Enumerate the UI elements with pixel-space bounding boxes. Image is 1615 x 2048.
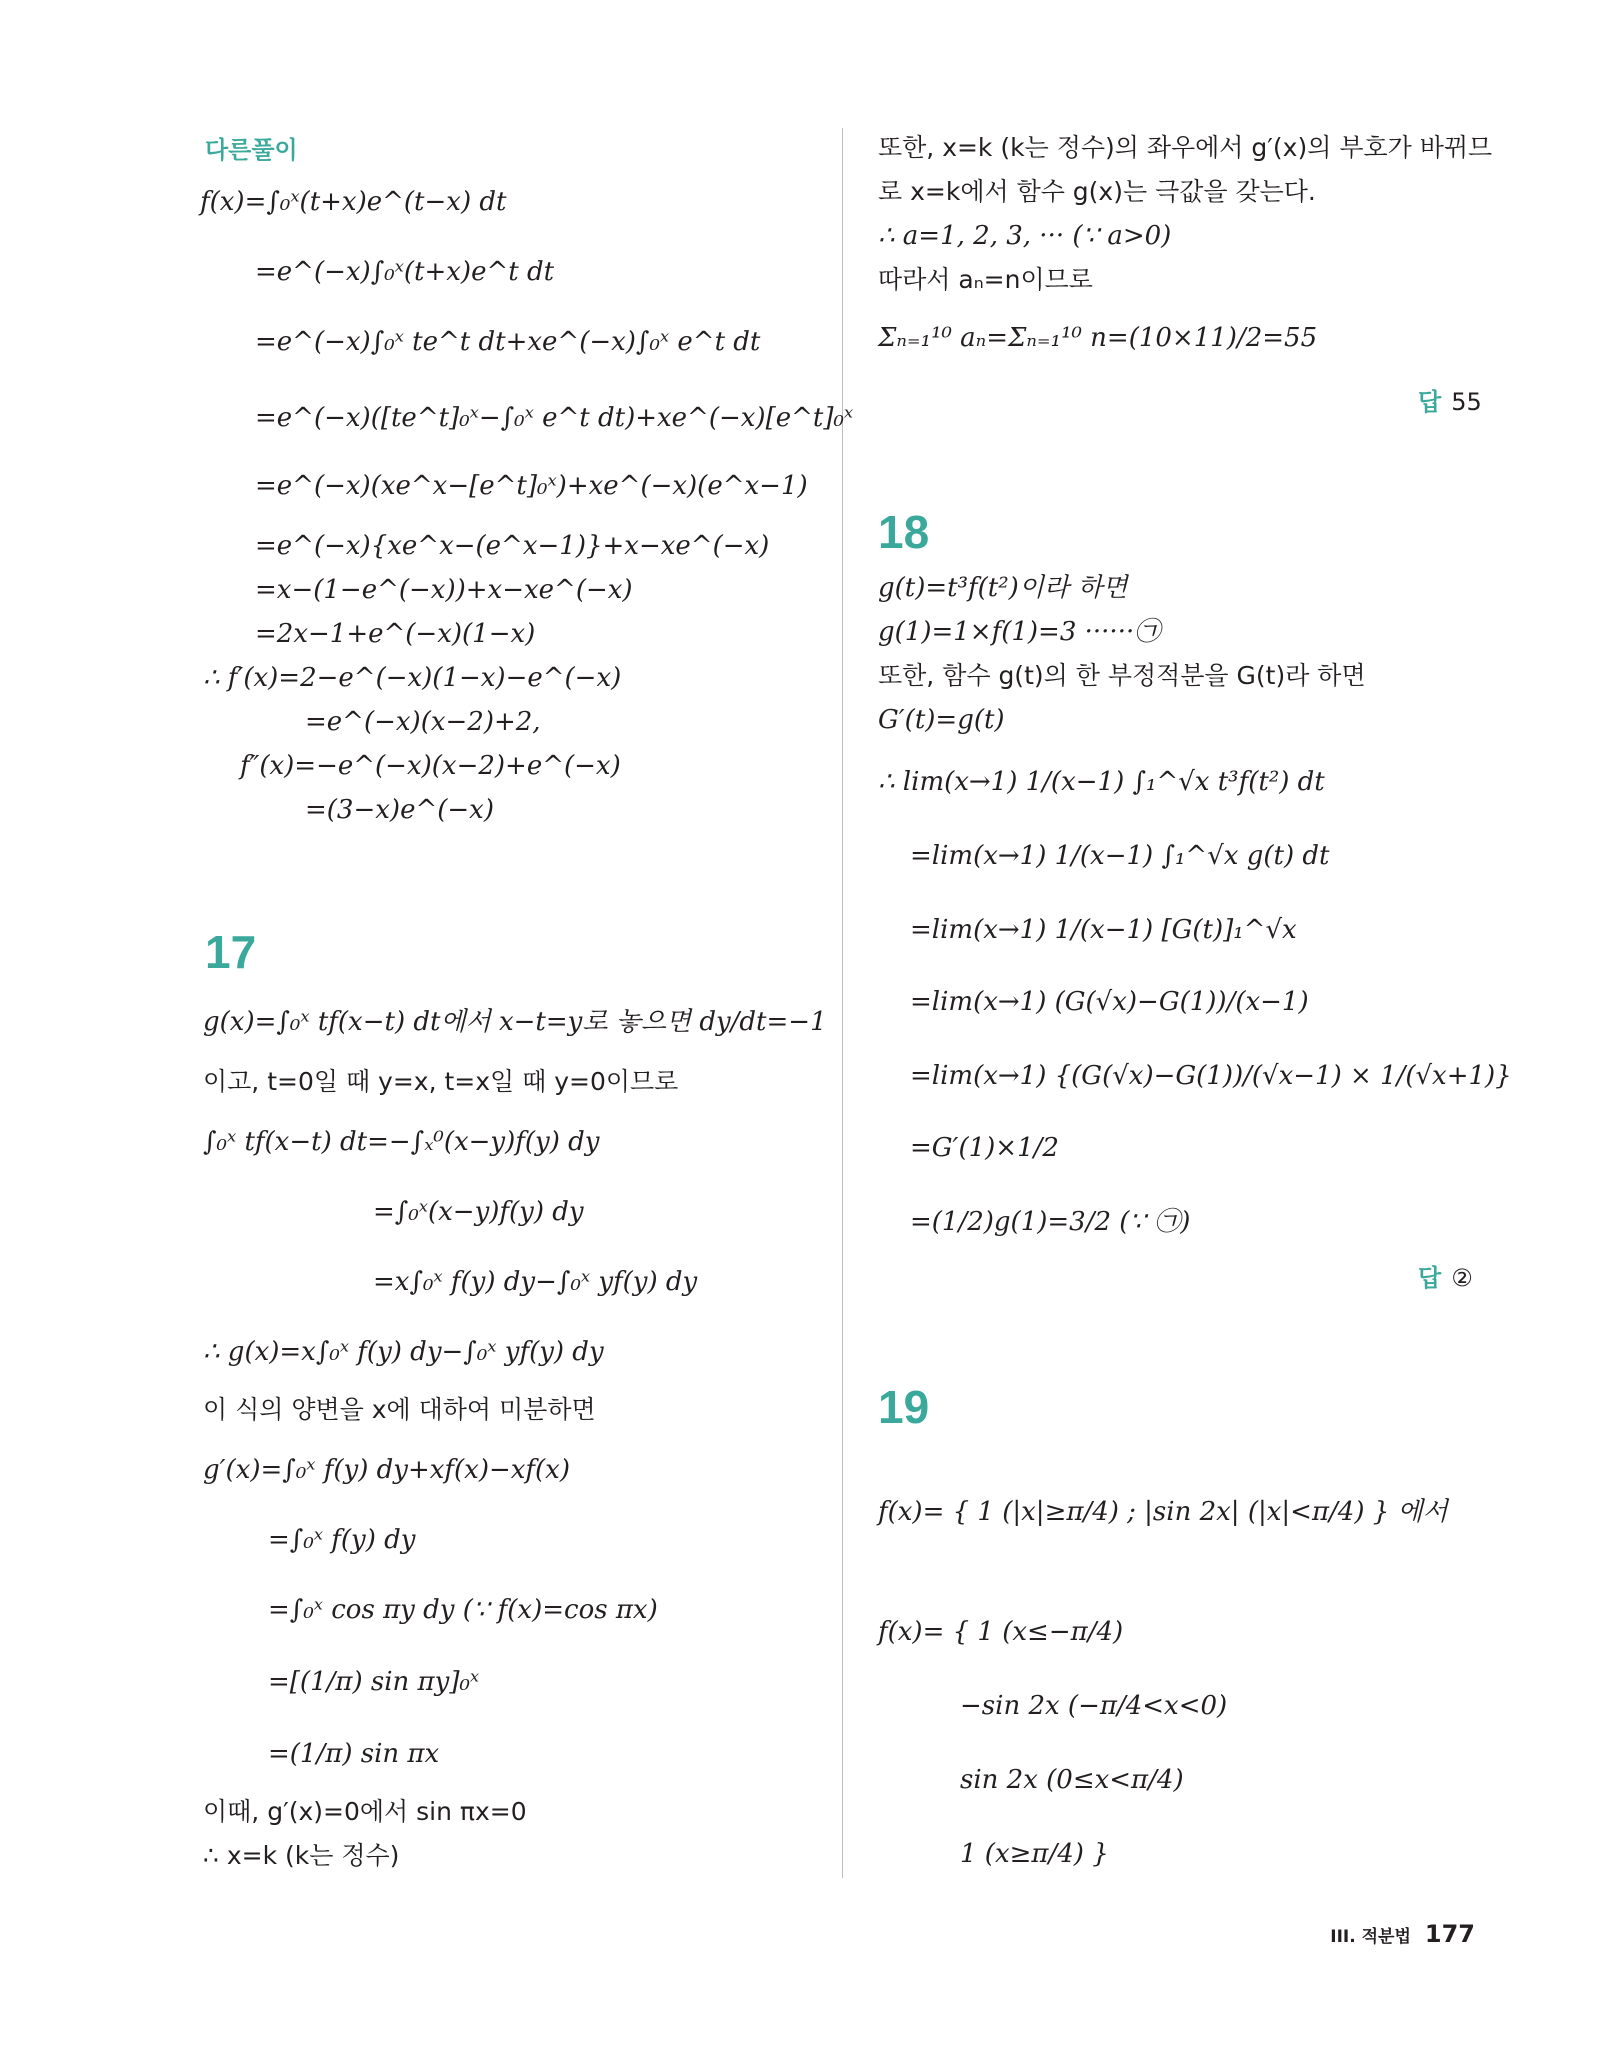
p17-line-9: =∫₀ˣ f(y) dy: [268, 1525, 416, 1555]
p18-line-11: =(1/2)g(1)=3/2 (∵ ㉠): [910, 1207, 1191, 1237]
p17-line-7: 이 식의 양변을 x에 대하여 미분하면: [203, 1395, 596, 1424]
p17-cont-line-4: 따라서 aₙ=n이므로: [878, 265, 1093, 294]
alt-line-11: f″(x)=−e^(−x)(x−2)+e^(−x): [240, 751, 621, 781]
p17-line-10: =∫₀ˣ cos πy dy (∵ f(x)=cos πx): [268, 1595, 658, 1625]
p18-line-1: g(t)=t³f(t²)이라 하면: [878, 573, 1128, 603]
p17-line-12: =(1/π) sin πx: [268, 1739, 440, 1769]
p17-line-8: g′(x)=∫₀ˣ f(y) dy+xf(x)−xf(x): [203, 1455, 570, 1485]
p17-line-1: g(x)=∫₀ˣ tf(x−t) dt에서 x−t=y로 놓으면 dy/dt=−1: [203, 1007, 827, 1037]
alt-line-9: ∴ f′(x)=2−e^(−x)(1−x)−e^(−x): [203, 663, 622, 693]
p17-cont-line-1: 또한, x=k (k는 정수)의 좌우에서 g′(x)의 부호가 바뀌므: [878, 133, 1493, 162]
alt-line-1: f(x)=∫₀ˣ(t+x)e^(t−x) dt: [200, 187, 507, 217]
problem-19-number: 19: [878, 1381, 930, 1433]
p17-answer: [1418, 382, 1482, 417]
p17-line-14: ∴ x=k (k는 정수): [203, 1841, 400, 1870]
alt-line-8: =2x−1+e^(−x)(1−x): [255, 619, 536, 649]
p18-line-5: ∴ lim(x→1) 1/(x−1) ∫₁^√x t³f(t²) dt: [878, 767, 1325, 797]
p17-cont-line-5: Σₙ₌₁¹⁰ aₙ=Σₙ₌₁¹⁰ n=(10×11)/2=55: [878, 323, 1318, 353]
p19-line-3: −sin 2x (−π/4<x<0): [960, 1691, 1228, 1721]
answer-value: ②: [1451, 1264, 1473, 1292]
page-footer: [1330, 1920, 1475, 1948]
alt-line-12: =(3−x)e^(−x): [305, 795, 494, 825]
page-number: 177: [1424, 1920, 1475, 1948]
p18-line-3: 또한, 함수 g(t)의 한 부정적분을 G(t)라 하면: [878, 661, 1366, 690]
p17-cont-line-3: ∴ a=1, 2, 3, ··· (∵ a>0): [878, 221, 1172, 251]
p17-line-4: =∫₀ˣ(x−y)f(y) dy: [373, 1197, 584, 1227]
alt-line-7: =x−(1−e^(−x))+x−xe^(−x): [255, 575, 633, 605]
p19-line-2: f(x)= { 1 (x≤−π/4): [878, 1617, 1124, 1647]
problem-18-number: 18: [878, 506, 930, 558]
p17-line-3: ∫₀ˣ tf(x−t) dt=−∫ₓ⁰(x−y)f(y) dy: [203, 1127, 600, 1157]
p18-answer: [1418, 1258, 1473, 1293]
p18-line-9: =lim(x→1) {(G(√x)−G(1))/(√x−1) × 1/(√x+1)}: [910, 1061, 1512, 1091]
p17-line-11: =[(1/π) sin πy]₀ˣ: [268, 1667, 480, 1697]
p19-line-4: sin 2x (0≤x<π/4): [960, 1765, 1184, 1795]
answer-label: 답: [1418, 1264, 1442, 1292]
p18-line-6: =lim(x→1) 1/(x−1) ∫₁^√x g(t) dt: [910, 841, 1330, 871]
alt-line-10: =e^(−x)(x−2)+2,: [305, 707, 541, 737]
alt-line-4: =e^(−x)([te^t]₀ˣ−∫₀ˣ e^t dt)+xe^(−x)[e^t]₀ˣ: [255, 403, 854, 433]
problem-17-number: 17: [205, 926, 257, 978]
p18-line-8: =lim(x→1) (G(√x)−G(1))/(x−1): [910, 987, 1309, 1017]
p17-line-2: 이고, t=0일 때 y=x, t=x일 때 y=0이므로: [203, 1067, 679, 1096]
chapter-label: III. 적분법: [1330, 1927, 1411, 1947]
p18-line-4: G′(t)=g(t): [878, 705, 1005, 735]
answer-label: 답: [1418, 388, 1442, 416]
column-divider: [842, 128, 843, 1878]
p18-line-10: =G′(1)×1/2: [910, 1133, 1059, 1163]
p19-line-5: 1 (x≥π/4) }: [960, 1839, 1109, 1869]
p19-line-1: f(x)= { 1 (|x|≥π/4) ; |sin 2x| (|x|<π/4) } 에서: [878, 1497, 1448, 1527]
alt-line-2: =e^(−x)∫₀ˣ(t+x)e^t dt: [255, 257, 555, 287]
answer-value: 55: [1451, 388, 1482, 416]
alt-line-6: =e^(−x){xe^x−(e^x−1)}+x−xe^(−x): [255, 531, 770, 561]
p17-line-13: 이때, g′(x)=0에서 sin πx=0: [203, 1797, 527, 1826]
p18-line-2: g(1)=1×f(1)=3 ······㉠: [878, 617, 1161, 647]
p18-line-7: =lim(x→1) 1/(x−1) [G(t)]₁^√x: [910, 915, 1297, 945]
p17-line-6: ∴ g(x)=x∫₀ˣ f(y) dy−∫₀ˣ yf(y) dy: [203, 1337, 604, 1367]
alt-solution-heading: 다른풀이: [205, 136, 298, 164]
alt-line-3: =e^(−x)∫₀ˣ te^t dt+xe^(−x)∫₀ˣ e^t dt: [255, 327, 761, 357]
p17-line-5: =x∫₀ˣ f(y) dy−∫₀ˣ yf(y) dy: [373, 1267, 698, 1297]
alt-line-5: =e^(−x)(xe^x−[e^t]₀ˣ)+xe^(−x)(e^x−1): [255, 471, 808, 501]
p17-cont-line-2: 로 x=k에서 함수 g(x)는 극값을 갖는다.: [878, 177, 1316, 206]
